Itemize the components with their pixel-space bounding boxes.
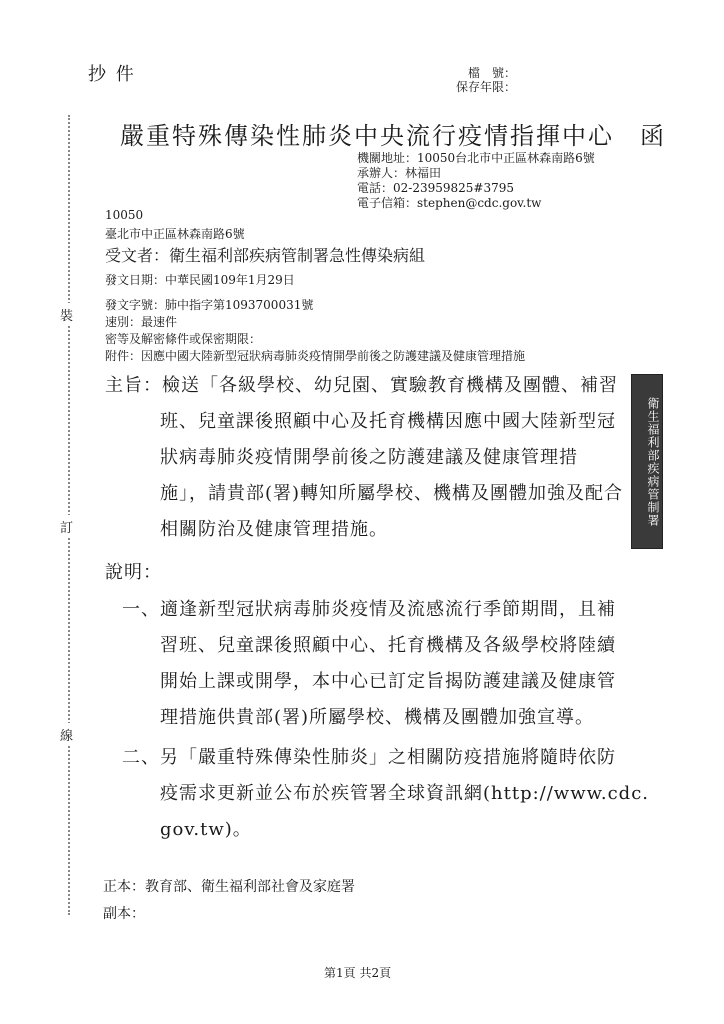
retention-period-label: 保存年限：	[456, 80, 517, 94]
explanation-item2-line2: 疫需求更新並公布於疾管署全球資訊網(http://www.cdc.	[160, 783, 650, 804]
issue-date: 發文日期：中華民國109年1月29日	[105, 273, 295, 287]
file-number-label: 檔 號：	[468, 66, 517, 80]
confidentiality: 密等及解密條件或保密期限：	[105, 332, 262, 346]
received-stamp: 衛生福利部疾病管制署	[631, 374, 663, 549]
attachment: 附件：因應中國大陸新型冠狀病毒肺炎疫情開學前後之防護建議及健康管理措施	[105, 349, 526, 363]
explanation-heading: 說明：	[105, 562, 162, 583]
original-recipients: 正本：教育部、衛生福利部社會及家庭署	[103, 879, 355, 895]
sender-address: 機關地址：10050台北市中正區林森南路6號	[357, 151, 595, 165]
document-title: 嚴重特殊傳染性肺炎中央流行疫情指揮中心 函	[120, 122, 666, 150]
speed-class: 速別：最速件	[105, 315, 178, 329]
subject-line-2: 班、兒童課後照顧中心及托育機構因應中國大陸新型冠	[160, 411, 616, 432]
sender-handler: 承辦人：林福田	[357, 166, 442, 180]
binding-mark-xian: 線	[60, 723, 73, 746]
explanation-item2-line3: gov.tw)。	[160, 819, 252, 840]
binding-mark-ding: 訂	[60, 515, 73, 538]
explanation-item1-line1: 一、適逢新型冠狀病毒肺炎疫情及流感流行季節期間，且補	[122, 599, 616, 620]
binding-mark-zhuang: 裝	[60, 303, 73, 326]
issue-number: 發文字號：肺中指字第1093700031號	[105, 298, 314, 312]
sender-email: 電子信箱：stephen@cdc.gov.tw	[357, 196, 542, 210]
subject-line-5: 相關防治及健康管理措施。	[160, 519, 388, 540]
copy-label: 抄 件	[88, 64, 136, 85]
explanation-item1-line2: 習班、兒童課後照顧中心、托育機構及各級學校將陸續	[160, 635, 616, 656]
subject-line-1: 主旨：檢送「各級學校、幼兒園、實驗教育機構及團體、補習	[105, 375, 618, 396]
page-number: 第1頁 共2頁	[324, 966, 392, 980]
sender-info	[357, 151, 595, 211]
sender-phone: 電話：02-23959825#3795	[357, 181, 514, 195]
explanation-item2-line1: 二、另「嚴重特殊傳染性肺炎」之相關防疫措施將隨時依防	[122, 747, 616, 768]
subject-line-3: 狀病毒肺炎疫情開學前後之防護建議及健康管理措	[160, 447, 578, 468]
explanation-item1-line4: 理措施供貴部(署)所屬學校、機構及團體加強宣導。	[160, 707, 595, 728]
recipient: 受文者：衛生福利部疾病管制署急性傳染病組	[105, 246, 426, 265]
recipient-address: 臺北市中正區林森南路6號	[105, 227, 245, 241]
copy-recipients: 副本：	[103, 906, 145, 922]
postal-code: 10050	[105, 208, 144, 222]
explanation-item1-line3: 開始上課或開學，本中心已訂定旨揭防護建議及健康管	[160, 671, 616, 692]
subject-line-4: 施」，請貴部(署)轉知所屬學校、機構及團體加強及配合	[160, 483, 624, 504]
